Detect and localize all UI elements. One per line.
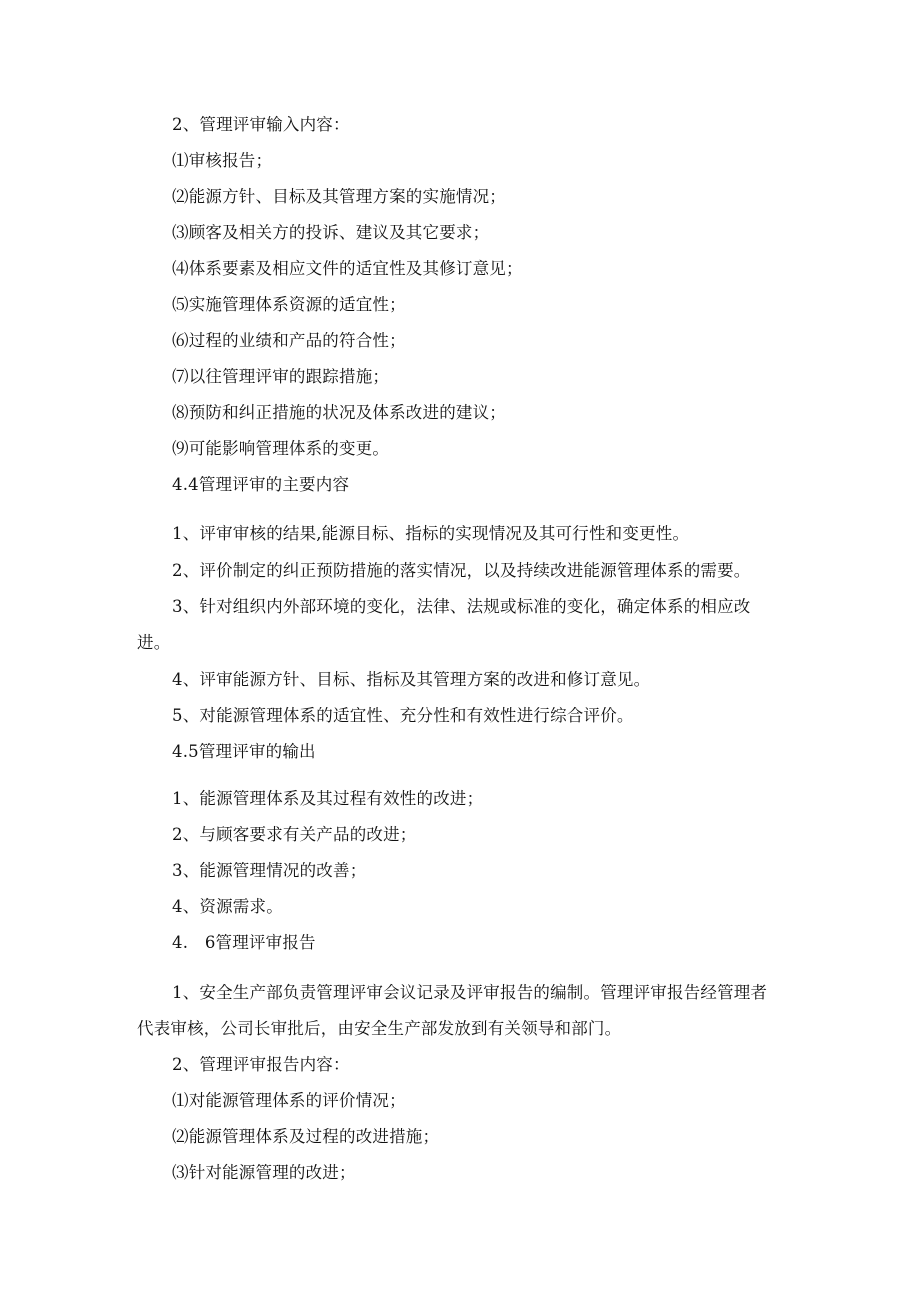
report-content-heading: 2、管理评审报告内容： — [172, 1055, 350, 1074]
report-content-item-3: ⑶针对能源管理的改进； — [172, 1163, 356, 1182]
content-item-5: 5、对能源管理体系的适宜性、充分性和有效性进行综合评价。 — [172, 706, 634, 725]
output-item-3: 3、能源管理情况的改善； — [172, 861, 367, 880]
input-item-2: ⑵能源方针、目标及其管理方案的实施情况； — [172, 187, 506, 206]
report-content-item-2: ⑵能源管理体系及过程的改进措施； — [172, 1127, 440, 1146]
output-item-4: 4、资源需求。 — [172, 897, 283, 916]
section-4-6-heading: 4. 6管理评审报告 — [172, 933, 316, 952]
input-item-6: ⑹过程的业绩和产品的符合性； — [172, 331, 406, 350]
section-4-5-heading: 4.5管理评审的输出 — [172, 742, 316, 761]
section-4-4-heading: 4.4管理评审的主要内容 — [172, 475, 350, 494]
input-item-9: ⑼可能影响管理体系的变更。 — [172, 439, 390, 458]
input-item-4: ⑷体系要素及相应文件的适宜性及其修订意见； — [172, 259, 523, 278]
content-item-4: 4、评审能源方针、目标、指标及其管理方案的改进和修订意见。 — [172, 670, 651, 689]
report-content-item-1: ⑴对能源管理体系的评价情况； — [172, 1091, 406, 1110]
input-item-5: ⑸实施管理体系资源的适宜性； — [172, 295, 406, 314]
section-2-input-heading: 2、管理评审输入内容： — [172, 115, 350, 134]
report-item-1-cont: 代表审核，公司长审批后，由安全生产部发放到有关领导和部门。 — [137, 1019, 622, 1038]
content-item-3: 3、针对组织内外部环境的变化，法律、法规或标准的变化，确定体系的相应改 — [172, 597, 751, 616]
output-item-2: 2、与顾客要求有关产品的改进； — [172, 825, 417, 844]
input-item-3: ⑶顾客及相关方的投诉、建议及其它要求； — [172, 223, 490, 242]
content-item-2: 2、评价制定的纠正预防措施的落实情况，以及持续改进能源管理体系的需要。 — [172, 561, 751, 580]
output-item-1: 1、能源管理体系及其过程有效性的改进； — [172, 789, 484, 808]
input-item-8: ⑻预防和纠正措施的状况及体系改进的建议； — [172, 403, 506, 422]
content-item-3-cont: 进。 — [137, 633, 171, 652]
report-item-1: 1、安全生产部负责管理评审会议记录及评审报告的编制。管理评审报告经管理者 — [172, 983, 768, 1002]
input-item-7: ⑺以往管理评审的跟踪措施； — [172, 367, 390, 386]
input-item-1: ⑴审核报告； — [172, 151, 273, 170]
content-item-1: 1、评审审核的结果,能源目标、指标的实现情况及其可行性和变更性。 — [172, 524, 690, 543]
